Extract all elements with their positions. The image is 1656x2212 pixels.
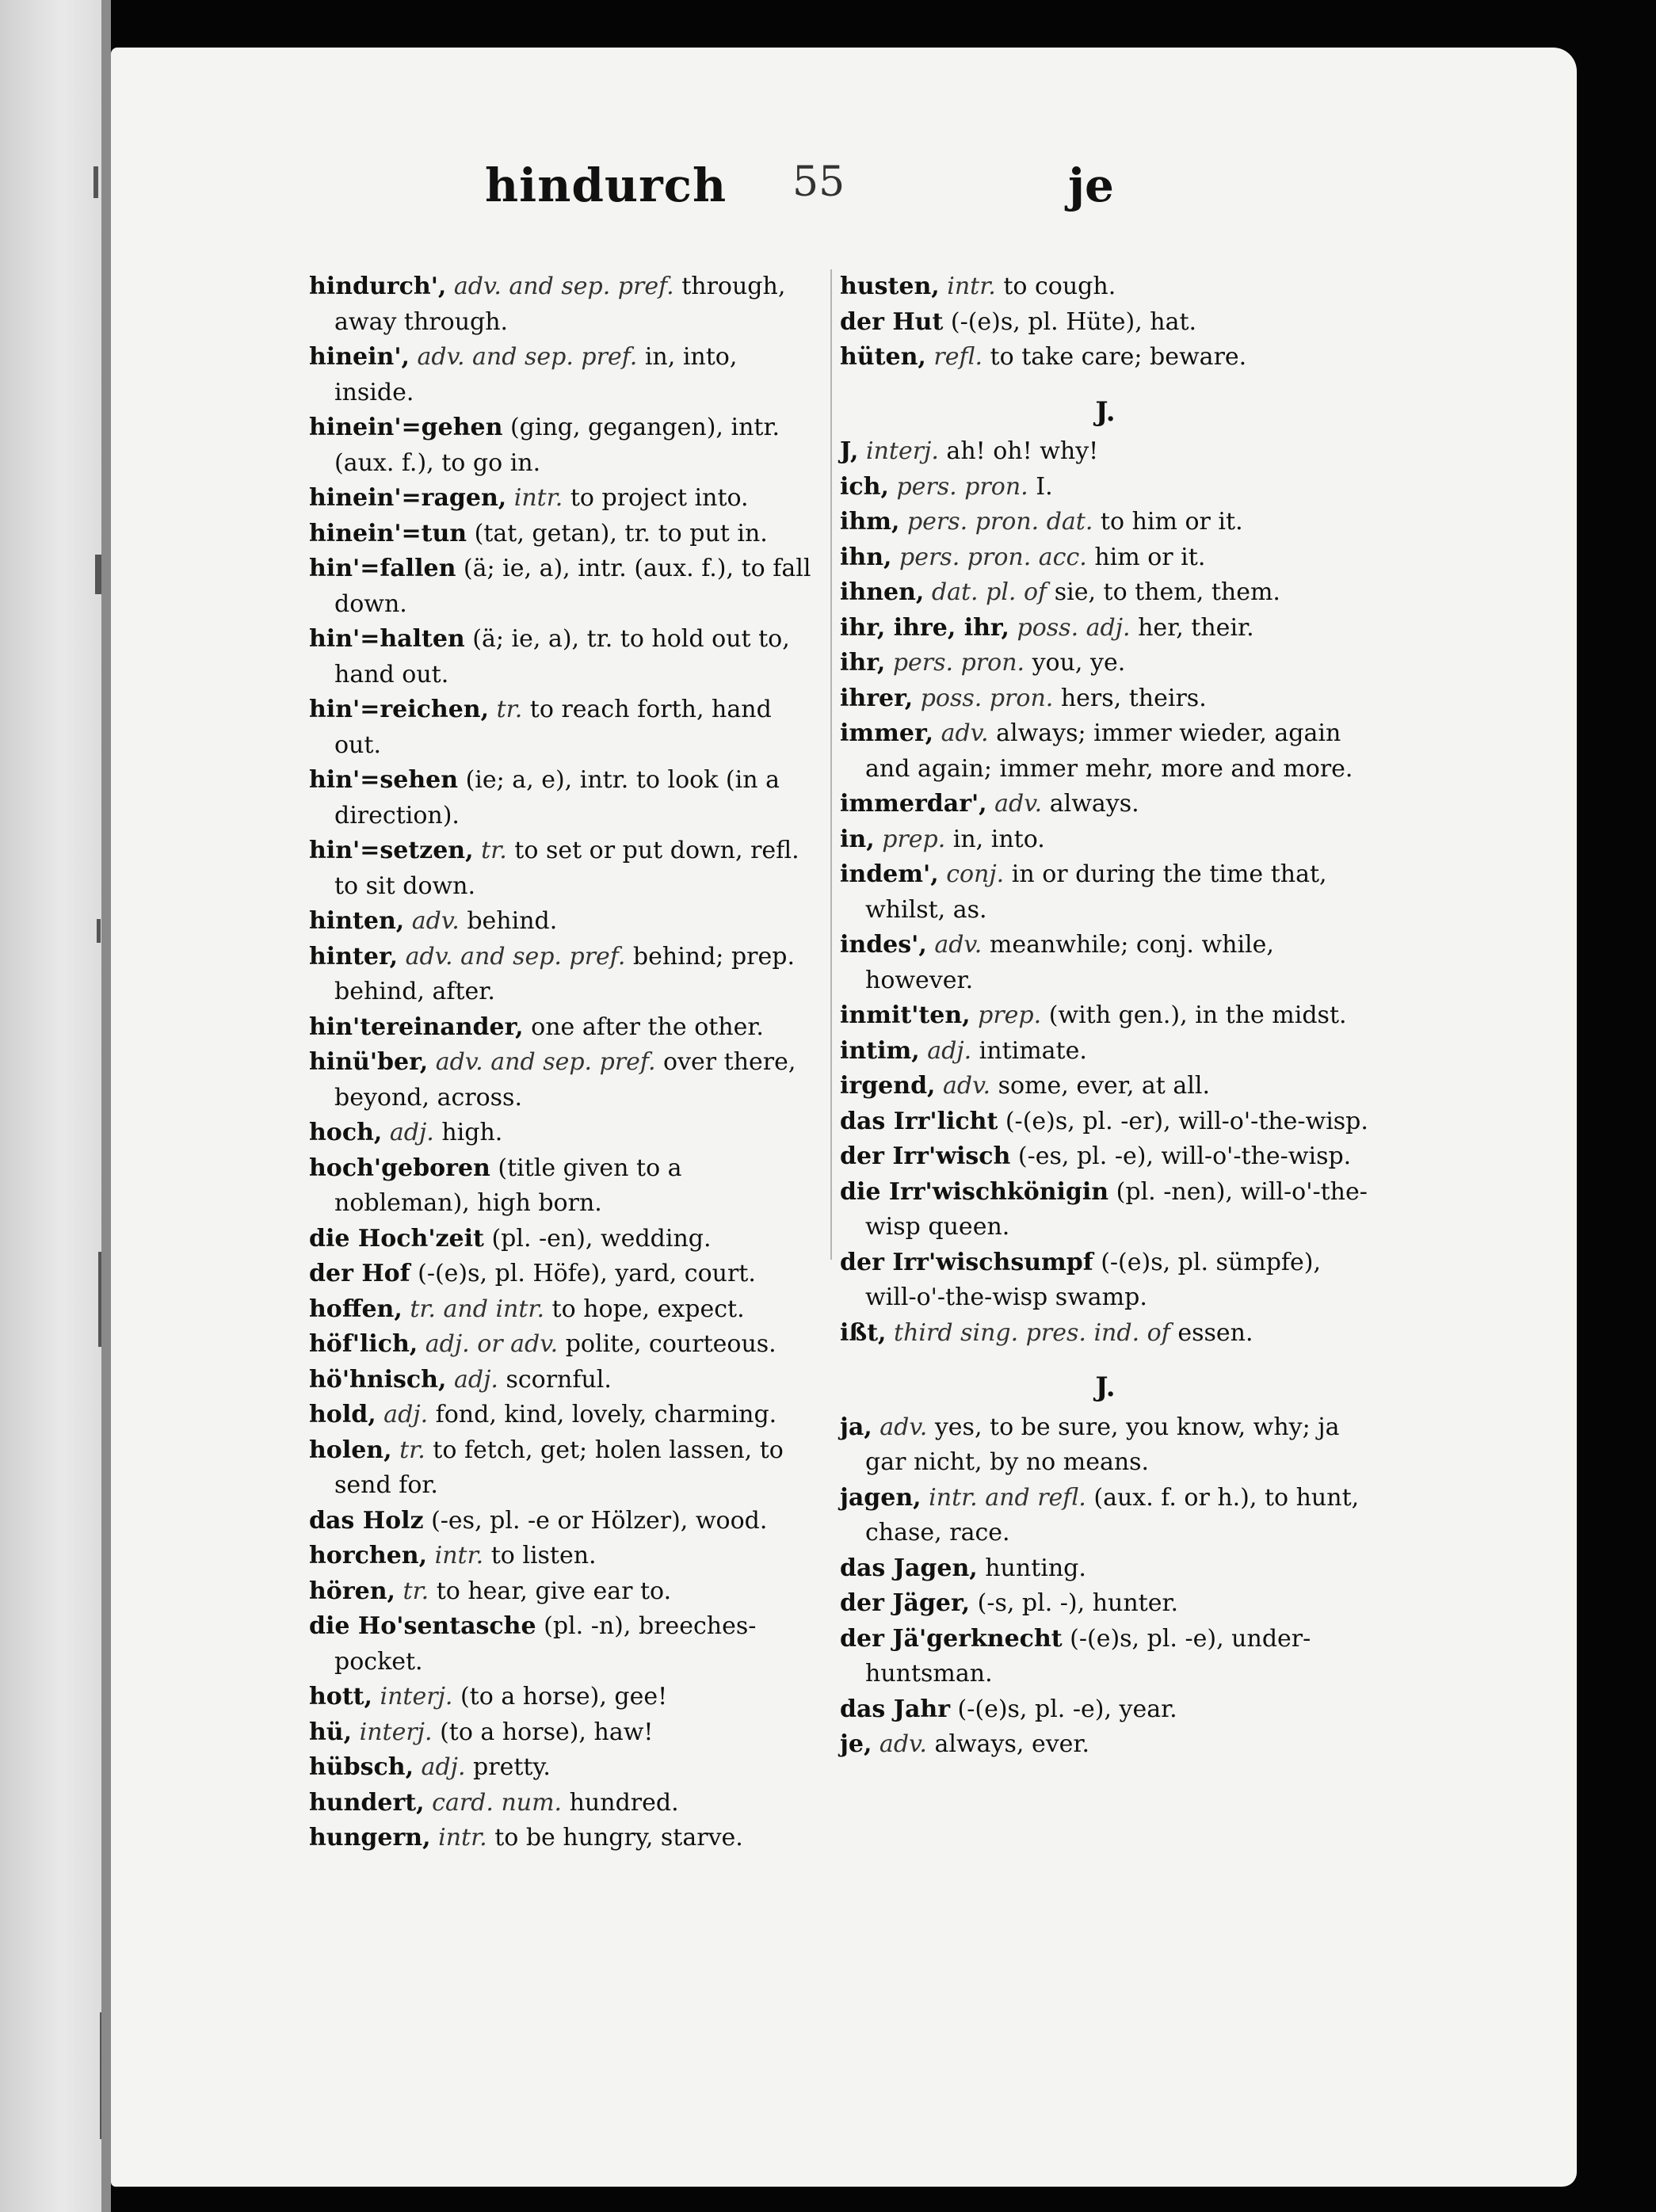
dictionary-entry [840, 646, 1371, 681]
entry-definition: yes, to be sure, you know, why; ja gar nicht, by no means. [865, 1413, 1340, 1476]
entry-grammar: conj. [938, 860, 1005, 888]
entry-grammar: pers. pron. [885, 649, 1025, 677]
entry-grammar: prep. [874, 825, 946, 853]
entry-grammar: interj. [858, 437, 939, 465]
dictionary-entry [840, 928, 1371, 998]
j-entries [840, 1410, 1371, 1763]
entry-headword: hungern, [309, 1824, 431, 1852]
entry-definition: to reach forth, hand out. [334, 696, 772, 759]
entry-grammar: adj. [446, 1365, 498, 1394]
entry-headword: der Hut [840, 307, 944, 336]
entry-headword: inmit'ten, [840, 1001, 971, 1029]
entry-headword: hinten, [309, 907, 405, 935]
dictionary-entry [309, 1715, 824, 1751]
dictionary-entry [309, 1609, 824, 1680]
entry-definition: hundred. [562, 1788, 679, 1817]
dictionary-entry [309, 1222, 824, 1257]
entry-headword: ihm, [840, 508, 900, 536]
entry-grammar: pers. pron. dat. [899, 508, 1093, 536]
dictionary-entry [840, 269, 1371, 305]
entry-definition: (-es, pl. -e), will-o'-the-wisp. [1010, 1142, 1352, 1170]
entry-definition: intimate. [971, 1036, 1087, 1065]
dictionary-entry [309, 622, 824, 692]
entry-definition: some, ever, at all. [990, 1072, 1210, 1100]
entry-grammar: intr. [427, 1542, 484, 1569]
dictionary-entry [309, 1116, 824, 1151]
scan-speck [97, 919, 101, 943]
dictionary-entry [309, 1574, 824, 1610]
entry-definition: (to a horse), haw! [432, 1718, 654, 1746]
entry-grammar: poss. pron. [913, 684, 1054, 712]
dictionary-entry [840, 505, 1371, 540]
entry-headword: hü, [309, 1718, 353, 1746]
dictionary-entry [309, 410, 824, 481]
entry-grammar: intr. [430, 1824, 487, 1852]
entry-headword: die Hoch'zeit [309, 1224, 484, 1253]
entry-definition: (pl. -n), breeches-pocket. [334, 1612, 757, 1676]
dictionary-entry [309, 1045, 824, 1116]
entry-definition: hunting. [977, 1554, 1086, 1582]
entry-definition: to fetch, get; holen lassen, to send for. [334, 1436, 784, 1499]
left-guide-word: hindurch [485, 158, 727, 212]
entry-grammar: adj. or adv. [418, 1330, 559, 1358]
dictionary-entry [840, 716, 1371, 787]
entry-headword: das Jagen, [840, 1554, 978, 1582]
entry-grammar: pers. pron. acc. [891, 543, 1087, 571]
entry-definition: scornful. [498, 1365, 612, 1394]
entry-grammar: adv. [986, 790, 1043, 818]
entry-definition: her, their. [1130, 613, 1254, 642]
entry-definition: fond, kind, lovely, charming. [428, 1401, 777, 1428]
entry-grammar: refl. [925, 343, 983, 371]
entry-headword: ihr, [840, 649, 886, 677]
entry-grammar: adv. [935, 1072, 991, 1100]
entry-headword: hin'=fallen [309, 555, 456, 582]
dictionary-entry [309, 1821, 824, 1856]
entry-headword: J, [840, 437, 859, 465]
dictionary-entry [309, 1151, 824, 1222]
entry-headword: immerdar', [840, 790, 987, 818]
entry-definition: to hear, give ear to. [429, 1577, 672, 1605]
dictionary-entry [840, 470, 1371, 505]
entry-definition: hers, theirs. [1053, 684, 1207, 712]
entry-definition: you, ye. [1025, 649, 1126, 677]
entry-definition: (title given to a nobleman), high born. [334, 1154, 682, 1217]
entry-definition: him or it. [1086, 543, 1206, 571]
entry-definition: to set or put down, refl. to sit down. [334, 837, 799, 900]
dictionary-entry [840, 340, 1371, 376]
h-entries [840, 269, 1371, 376]
entry-headword: indes', [840, 931, 927, 959]
entry-headword: hin'tereinander, [309, 1013, 524, 1041]
entry-headword: das Irr'licht [840, 1107, 998, 1135]
entry-headword: hundert, [309, 1788, 425, 1817]
dictionary-entry [309, 940, 824, 1010]
entry-headword: jagen, [840, 1483, 921, 1512]
entry-definition: (aux. f. or h.), to hunt, chase, race. [865, 1483, 1360, 1546]
dictionary-entry [309, 517, 824, 552]
entry-headword: hinein'=tun [309, 519, 467, 547]
entry-grammar: intr. [939, 273, 996, 300]
entry-headword: horchen, [309, 1542, 428, 1569]
entry-headword: je, [840, 1730, 872, 1758]
entry-definition: (ging, gegangen), intr. (aux. f.), to go in. [334, 414, 780, 477]
entry-definition: (-s, pl. -), hunter. [970, 1589, 1179, 1617]
entry-definition: (pl. -en), wedding. [483, 1224, 712, 1253]
entry-headword: der Irr'wischsumpf [840, 1248, 1093, 1276]
entry-grammar: tr. [391, 1436, 425, 1464]
dictionary-entry [840, 611, 1371, 646]
entry-grammar: card. num. [424, 1788, 563, 1817]
entry-definition: (ie; a, e), intr. to look (in a direction). [334, 766, 780, 830]
dictionary-entry [309, 1257, 824, 1292]
entry-grammar: intr. [506, 484, 563, 512]
entry-headword: hören, [309, 1577, 395, 1605]
entry-headword: hübsch, [309, 1753, 414, 1781]
entry-grammar: tr. [473, 837, 507, 864]
entry-definition: always, ever. [926, 1730, 1089, 1758]
entry-headword: die Ho'sentasche [309, 1612, 536, 1640]
entry-grammar: interj. [352, 1718, 433, 1746]
entry-headword: ihrer, [840, 684, 914, 712]
entry-definition: (-es, pl. -e or Hölzer), wood. [423, 1506, 768, 1535]
entry-definition: ah! oh! why! [938, 437, 1099, 465]
entry-headword: ißt, [840, 1318, 887, 1347]
entry-headword: holen, [309, 1436, 392, 1464]
entry-headword: hold, [309, 1401, 376, 1428]
entry-grammar: poss. adj. [1009, 613, 1131, 642]
entry-headword: hüten, [840, 343, 926, 371]
dictionary-entry [309, 1539, 824, 1574]
entry-grammar: adj. [382, 1119, 434, 1146]
dictionary-entry [840, 1245, 1371, 1316]
entry-definition: always. [1042, 790, 1139, 818]
entry-definition: to listen. [483, 1542, 597, 1569]
entry-headword: hinter, [309, 942, 399, 971]
book-gutter [101, 0, 111, 2212]
column-divider [830, 269, 832, 1260]
entry-grammar: adj. [919, 1036, 972, 1065]
entry-headword: irgend, [840, 1072, 936, 1100]
entry-definition: to cough. [995, 273, 1116, 300]
dictionary-entry [840, 1410, 1371, 1481]
entry-definition: (-(e)s, pl. Höfe), yard, court. [410, 1260, 756, 1287]
dictionary-entry [840, 540, 1371, 576]
entry-headword: hö'hnisch, [309, 1365, 447, 1394]
entry-grammar: adv. [872, 1413, 928, 1441]
entry-definition: in, into. [945, 825, 1045, 853]
entry-headword: hott, [309, 1683, 372, 1710]
entry-definition: high. [433, 1119, 503, 1146]
entry-definition: (-(e)s, pl. -e), under-huntsman. [865, 1624, 1311, 1688]
entry-definition: (tat, getan), tr. to put in. [467, 519, 768, 547]
entry-headword: ihn, [840, 543, 892, 571]
dictionary-entry [840, 857, 1371, 928]
entry-definition: (-(e)s, pl. -e), year. [950, 1695, 1177, 1723]
entry-grammar: interj. [372, 1683, 453, 1710]
entry-headword: das Jahr [840, 1695, 950, 1723]
entry-grammar: prep. [970, 1001, 1042, 1029]
dictionary-page [111, 48, 1577, 2187]
dictionary-entry [309, 1010, 824, 1046]
dictionary-entry [840, 681, 1371, 717]
i-entries [840, 434, 1371, 1351]
dictionary-entry [309, 833, 824, 904]
entry-definition: I. [1028, 472, 1053, 501]
dictionary-entry [840, 1727, 1371, 1763]
entry-grammar: adv. [926, 931, 983, 959]
dictionary-entry [840, 998, 1371, 1034]
dictionary-entry [840, 1622, 1371, 1692]
entry-definition: (to a horse), gee! [452, 1683, 668, 1710]
entry-definition: (-(e)s, pl. -er), will-o'-the-wisp. [998, 1107, 1368, 1135]
dictionary-entry [309, 1292, 824, 1328]
entry-definition: polite, courteous. [558, 1330, 776, 1358]
entry-headword: der Jäger, [840, 1589, 971, 1617]
dictionary-entry [309, 551, 824, 622]
entry-definition: (ä; ie, a), intr. (aux. f.), to fall down. [334, 555, 811, 618]
entry-definition: to project into. [563, 484, 749, 512]
entry-definition: in or during the time that, whilst, as. [865, 860, 1327, 924]
entry-headword: hin'=halten [309, 625, 465, 653]
entry-definition: behind; prep. behind, after. [334, 942, 795, 1005]
dictionary-entry [840, 1175, 1371, 1245]
dictionary-entry [309, 1680, 824, 1715]
entry-definition: over there, beyond, across. [334, 1048, 796, 1112]
entry-grammar: adv. and sep. pref. [428, 1048, 656, 1076]
section-letter-i: J. [1095, 395, 1116, 428]
entry-headword: hinein'=ragen, [309, 484, 507, 512]
entry-headword: der Hof [309, 1260, 410, 1287]
page-header [111, 158, 1577, 230]
entry-headword: das Holz [309, 1506, 424, 1535]
entry-headword: höf'lich, [309, 1330, 418, 1358]
section-letter-j: J. [1095, 1371, 1116, 1403]
dictionary-entry [840, 1586, 1371, 1622]
entry-definition: pretty. [465, 1753, 551, 1781]
entry-headword: hin'=setzen, [309, 837, 474, 864]
page-number: 55 [792, 158, 845, 206]
entry-grammar: dat. pl. of [924, 578, 1047, 606]
dictionary-entry [840, 1104, 1371, 1140]
entry-grammar: tr. [489, 696, 523, 723]
facing-page-edge [0, 0, 103, 2212]
entry-definition: essen. [1170, 1318, 1253, 1347]
entry-headword: die Irr'wischkönigin [840, 1177, 1109, 1206]
entry-headword: hinü'ber, [309, 1048, 429, 1076]
entry-definition: always; immer wieder, again and again; immer mehr, more and more. [865, 719, 1353, 783]
dictionary-entry [840, 822, 1371, 858]
dictionary-entry [309, 481, 824, 517]
entry-headword: ich, [840, 472, 889, 501]
dictionary-entry [840, 1551, 1371, 1587]
dictionary-entry [840, 787, 1371, 822]
entry-definition: sie, to them, them. [1047, 578, 1280, 606]
entry-grammar: intr. and refl. [921, 1483, 1086, 1512]
dictionary-entry [840, 1034, 1371, 1070]
entry-definition: to him or it. [1093, 508, 1243, 536]
dictionary-entry [309, 1398, 824, 1433]
dictionary-entry [309, 1327, 824, 1363]
entry-headword: hinein'=gehen [309, 414, 503, 441]
entry-definition: through, away through. [334, 273, 786, 336]
entry-headword: immer, [840, 719, 934, 747]
entry-definition: to be hungry, starve. [486, 1824, 743, 1852]
entry-grammar: adv. [872, 1730, 927, 1758]
entry-definition: behind. [459, 907, 558, 935]
dictionary-entry [840, 305, 1371, 341]
scan-speck [93, 166, 98, 198]
dictionary-entry [840, 1316, 1371, 1352]
entry-definition: one after the other. [523, 1013, 764, 1041]
dictionary-entry [309, 1504, 824, 1539]
dictionary-entry [309, 269, 824, 340]
dictionary-entry [309, 1786, 824, 1821]
entry-headword: husten, [840, 273, 940, 300]
entry-grammar: tr. and intr. [402, 1295, 545, 1323]
left-column [309, 269, 824, 1856]
entry-definition: (-(e)s, pl. sümpfe), will-o'-the-wisp swamp. [865, 1248, 1322, 1311]
entry-headword: hoch, [309, 1119, 383, 1146]
dictionary-entry [309, 1363, 824, 1398]
entry-headword: ihr, ihre, ihr, [840, 613, 1009, 642]
entry-definition: in, into, inside. [334, 343, 738, 406]
right-column [840, 269, 1371, 1763]
dictionary-entry [840, 1139, 1371, 1175]
entry-grammar: adj. [376, 1401, 429, 1428]
entry-headword: hinein', [309, 343, 410, 371]
dictionary-entry [309, 1750, 824, 1786]
dictionary-entry [840, 1481, 1371, 1551]
entry-grammar: third sing. pres. ind. of [886, 1318, 1170, 1347]
entry-grammar: adv. and sep. pref. [409, 343, 638, 371]
entry-headword: der Jä'gerknecht [840, 1624, 1063, 1653]
entry-headword: intim, [840, 1036, 920, 1065]
dictionary-entry [309, 340, 824, 410]
entry-definition: (-(e)s, pl. Hüte), hat. [943, 307, 1197, 336]
entry-headword: hoch'geboren [309, 1154, 490, 1182]
entry-definition: meanwhile; conj. while, however. [865, 931, 1274, 994]
entry-grammar: adv. and sep. pref. [398, 942, 626, 971]
dictionary-entry [309, 763, 824, 833]
entry-headword: hindurch', [309, 273, 447, 300]
dictionary-entry [840, 434, 1371, 470]
entry-definition: (with gen.), in the midst. [1041, 1001, 1347, 1029]
dictionary-entry [309, 1433, 824, 1504]
entry-grammar: adj. [414, 1753, 466, 1781]
entry-definition: to hope, expect. [544, 1295, 745, 1323]
entry-grammar: adv. [404, 907, 460, 935]
dictionary-entry [840, 575, 1371, 611]
entry-definition: to take care; beware. [983, 343, 1247, 371]
entry-headword: der Irr'wisch [840, 1142, 1011, 1170]
entry-headword: hoffen, [309, 1295, 403, 1323]
entry-grammar: adv. [933, 719, 989, 747]
entry-definition: (ä; ie, a), tr. to hold out to, hand out. [334, 625, 790, 688]
dictionary-entry [309, 692, 824, 763]
scan-speck [95, 555, 101, 594]
entry-grammar: pers. pron. [888, 472, 1028, 501]
entry-definition: (pl. -nen), will-o'-the-wisp queen. [865, 1177, 1368, 1241]
entry-headword: hin'=sehen [309, 766, 459, 794]
dictionary-entry [840, 1692, 1371, 1728]
entry-grammar: adv. and sep. pref. [446, 273, 674, 300]
entry-headword: hin'=reichen, [309, 696, 490, 723]
entry-headword: ja, [840, 1413, 872, 1441]
entry-headword: ihnen, [840, 578, 925, 606]
entry-headword: indem', [840, 860, 939, 888]
dictionary-entry [309, 904, 824, 940]
entry-grammar: tr. [395, 1577, 429, 1605]
dictionary-entry [840, 1069, 1371, 1104]
entry-headword: in, [840, 825, 875, 853]
right-guide-word: je [1068, 158, 1114, 212]
